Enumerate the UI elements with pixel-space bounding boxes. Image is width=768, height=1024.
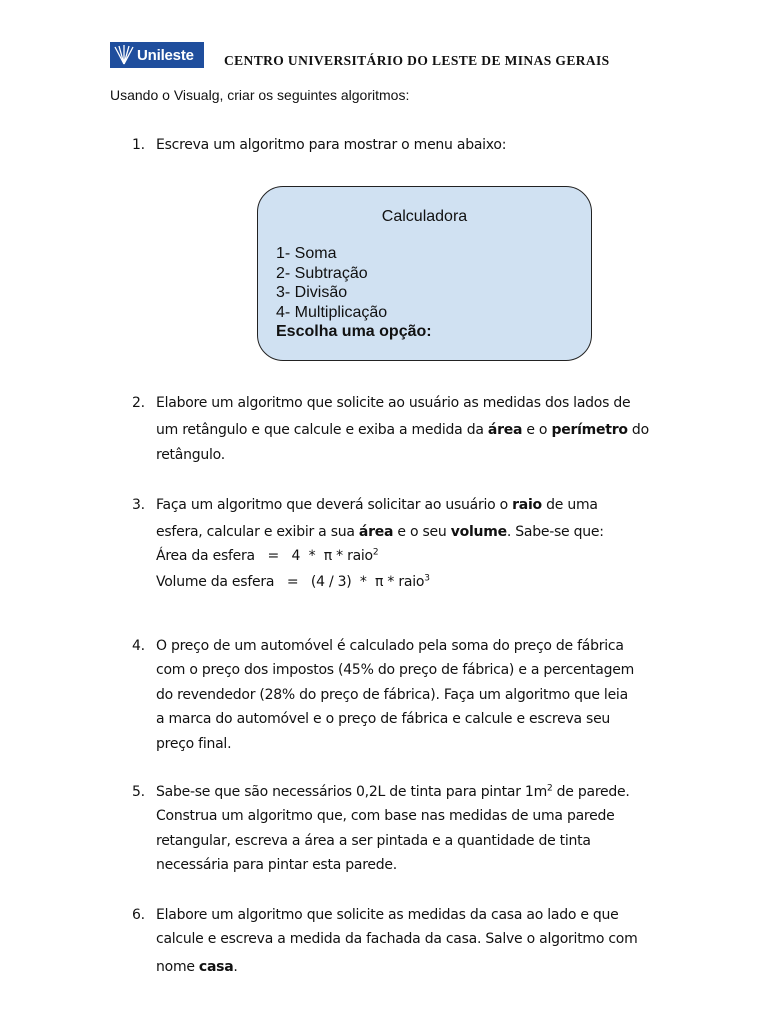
question-number: 4. [132, 638, 145, 654]
calculator-menu-box [257, 186, 592, 361]
menu-item-soma: 1- Soma [276, 245, 337, 262]
text-run: Faça um algoritmo que deverá solicitar ao usuário o [156, 497, 513, 513]
text-run: um retângulo e que calcule e exiba a medida da [156, 422, 488, 438]
exponent: 2 [546, 783, 553, 794]
text-run: de parede. [552, 784, 630, 800]
question-number: 2. [132, 395, 145, 411]
question-line [156, 524, 604, 540]
formula-text: Área da esfera = 4 * π * raio [156, 548, 373, 564]
bold-term: casa [198, 959, 234, 975]
exponent: 2 [372, 547, 379, 558]
intro-text: Usando o Visualg, criar os seguintes algoritmos: [110, 87, 410, 103]
question-line: com o preço dos impostos (45% do preço de fábrica) e a percentagem [156, 662, 634, 678]
question-line: a marca do automóvel e o preço de fábrica e calcule e escreva seu [156, 711, 611, 727]
text-run: de uma [541, 497, 598, 513]
bold-term: raio [512, 497, 542, 513]
text-run: nome [156, 959, 199, 975]
question-line [156, 497, 598, 513]
formula-text: Volume da esfera = (4 / 3) * π * raio [156, 574, 425, 590]
bold-term: área [487, 422, 523, 438]
exponent: 3 [424, 573, 430, 584]
question-line [156, 959, 238, 975]
question-text: Escreva um algoritmo para mostrar o menu abaixo: [156, 137, 507, 153]
logo-text: Unileste [137, 46, 194, 64]
text-run: do [627, 422, 649, 438]
unileste-logo [110, 42, 204, 68]
menu-item-subtracao: 2- Subtração [276, 265, 368, 282]
menu-item-divisao: 3- Divisão [276, 284, 348, 301]
question-line [156, 422, 649, 438]
institution-title: CENTRO UNIVERSITÁRIO DO LESTE DE MINAS GERAIS [224, 53, 610, 68]
question-number: 5. [132, 784, 145, 800]
question-line [156, 784, 630, 800]
text-run: . Sabe-se que: [506, 524, 604, 540]
formula-volume [156, 574, 430, 590]
menu-title: Calculadora [381, 208, 468, 225]
menu-prompt: Escolha uma opção: [276, 323, 432, 340]
question-number: 6. [132, 907, 145, 923]
text-run: esfera, calcular e exibir a sua [156, 524, 359, 540]
menu-item-multiplicacao: 4- Multiplicação [276, 304, 388, 321]
logo-rays-icon [113, 45, 135, 65]
text-run: . [233, 959, 238, 975]
question-line: retângulo. [156, 447, 225, 463]
bold-term: perímetro [551, 422, 628, 438]
question-line: do revendedor (28% do preço de fábrica). Faça um algoritmo que leia [156, 687, 628, 703]
question-line: retangular, escreva a área a ser pintada e a quantidade de tinta [156, 833, 591, 849]
question-line: calcule e escreva a medida da fachada da casa. Salve o algoritmo com [156, 931, 638, 947]
question-line: O preço de um automóvel é calculado pela soma do preço de fábrica [156, 638, 624, 654]
bold-term: volume [450, 524, 507, 540]
question-line: necessária para pintar esta parede. [156, 857, 397, 873]
question-line: Elabore um algoritmo que solicite as medidas da casa ao lado e que [156, 907, 619, 923]
text-run: e o [522, 422, 552, 438]
text-run: e o seu [393, 524, 451, 540]
question-number: 1. [132, 137, 145, 153]
text-run: Sabe-se que são necessários 0,2L de tinta para pintar 1m [156, 784, 547, 800]
formula-area [156, 548, 378, 564]
bold-term: área [358, 524, 394, 540]
question-line: preço final. [156, 736, 232, 752]
question-number: 3. [132, 497, 145, 513]
question-line: Elabore um algoritmo que solicite ao usuário as medidas dos lados de [156, 395, 631, 411]
question-line: Construa um algoritmo que, com base nas medidas de uma parede [156, 808, 615, 824]
